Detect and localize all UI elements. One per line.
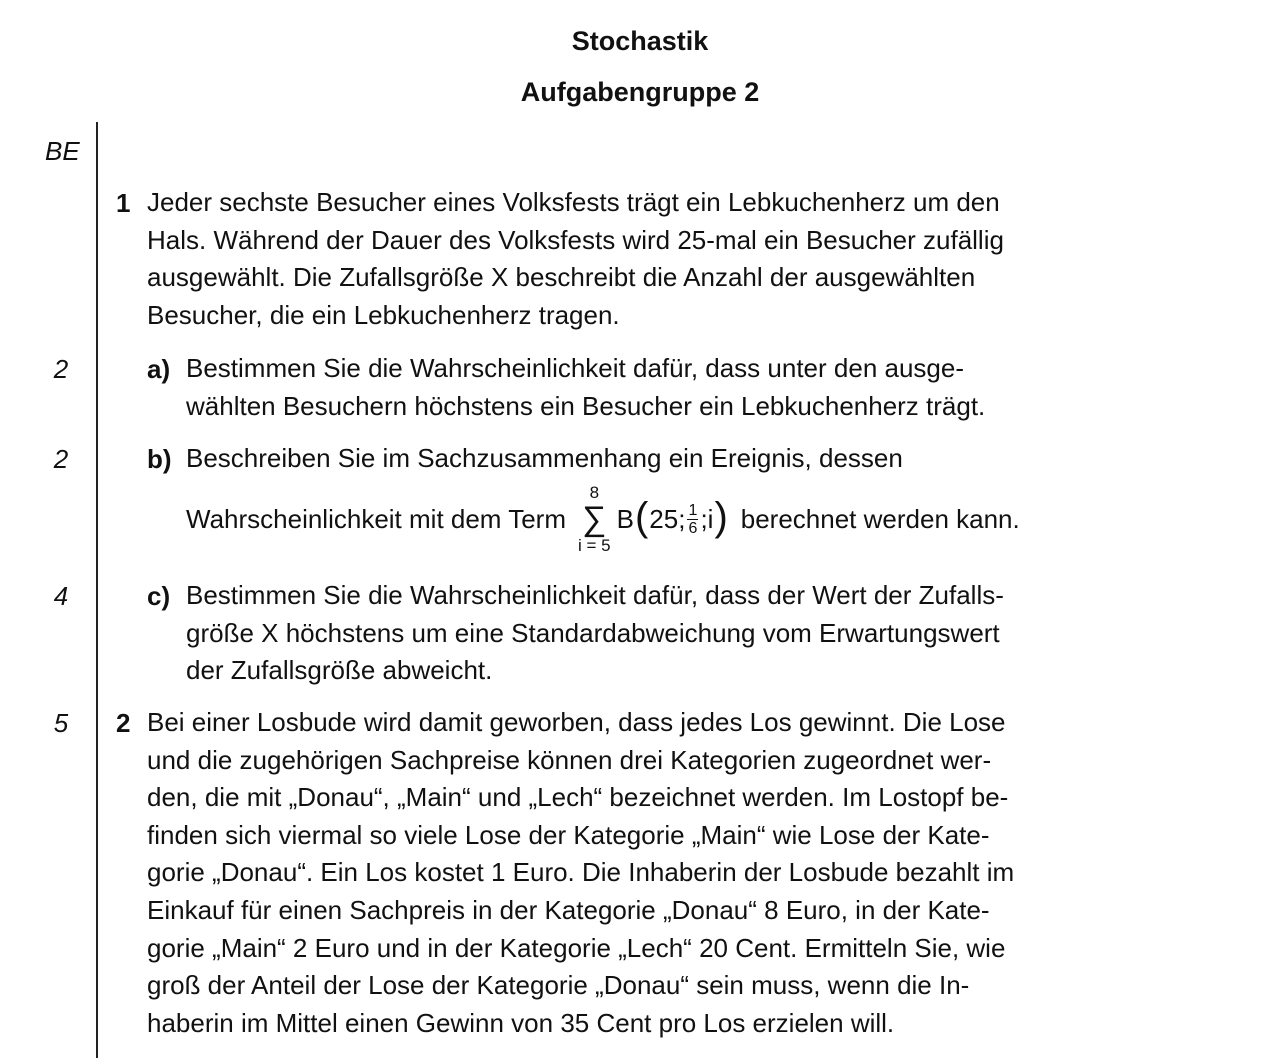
subtask-label-c: c) [147,581,171,611]
be-points-2: 5 [53,708,69,738]
text-line: haberin im Mittel einen Gewinn von 35 Cent pro Los erzielen will. [147,1007,895,1038]
text-line: Wahrscheinlichkeit mit dem Term [186,503,566,534]
text-line: den, die mit „Donau“, „Main“ und „Lech“ bezeichnet werden. Im Lostopf be- [147,782,1009,813]
text-line: Einkauf für einen Sachpreis in der Kategorie „Donau“ 8 Euro, in der Kate- [147,894,990,925]
text-line: größe X höchstens um eine Standardabweichung vom Erwartungswert [186,617,1000,648]
page-title: Stochastik [571,26,709,56]
page-subtitle: Aufgabengruppe 2 [520,77,760,107]
task-1-number: 1 [116,188,131,218]
text-line: Beschreiben Sie im Sachzusammenhang ein Ereignis, dessen [186,443,903,473]
subtask-c-text [186,577,1004,690]
subtask-b-formula-line [186,476,1020,562]
fraction-denominator: 6 [688,519,698,537]
fraction-numerator: 1 [688,501,698,519]
be-column-header: BE [45,136,80,166]
text-line: gorie „Main“ 2 Euro und in der Kategorie „Lech“ 20 Cent. Ermitteln Sie, wie [147,932,1006,963]
text-line: ausgewählt. Die Zufallsgröße X beschreibt die Anzahl der ausgewählten [147,262,976,293]
be-points-1a: 2 [53,354,69,384]
text-line: und die zugehörigen Sachpreise können drei Kategorien zugeordnet wer- [147,744,992,775]
task-2-number: 2 [116,708,131,738]
subtask-label-a: a) [147,354,171,384]
text-line: Bestimmen Sie die Wahrscheinlichkeit dafür, dass der Wert der Zufalls- [186,580,1004,610]
text-line: Bei einer Losbude wird damit geworben, dass jedes Los gewinnt. Die Lose [147,707,1006,737]
text-line: wählten Besuchern höchstens ein Besucher ein Lebkuchenherz trägt. [186,390,986,421]
binomial-function: B [616,503,634,534]
subtask-a-text [186,350,985,425]
task-1-intro [147,184,1004,334]
margin-divider [96,122,98,1058]
fraction-p [687,503,698,536]
text-line: Hals. Während der Dauer des Volksfests wird 25-mal ein Besucher zufällig [147,224,1004,255]
binomial-n: 25; [649,503,686,534]
sum-operator [578,484,611,556]
binomial-i: ;i [700,503,714,534]
paren-open: ( [634,495,649,539]
sum-upper-limit: 8 [589,483,600,502]
text-line: Bestimmen Sie die Wahrscheinlichkeit dafür, dass unter den ausge- [186,353,964,383]
sigma-symbol: ∑ [582,500,607,538]
task-2-text [147,704,1014,1042]
text-line: Jeder sechste Besucher eines Volksfests trägt ein Lebkuchenherz um den [147,187,1000,217]
be-points-1c: 4 [53,581,69,611]
sum-lower-limit: i = 5 [578,536,611,555]
text-line: groß der Anteil der Lose der Kategorie „Donau“ sein muss, wenn die In- [147,970,970,1001]
paren-close: ) [714,495,728,539]
text-line: finden sich viermal so viele Lose der Kategorie „Main“ wie Lose der Kate- [147,819,990,850]
subtask-label-b: b) [147,444,172,474]
text-line: der Zufallsgröße abweicht. [186,655,493,686]
text-line: berechnet werden kann. [740,503,1020,534]
be-points-1b: 2 [53,444,69,474]
text-line: Besucher, die ein Lebkuchenherz tragen. [147,299,620,330]
text-line: gorie „Donau“. Ein Los kostet 1 Euro. Die Inhaberin der Losbude bezahlt im [147,857,1015,888]
subtask-b-line1 [186,440,903,478]
